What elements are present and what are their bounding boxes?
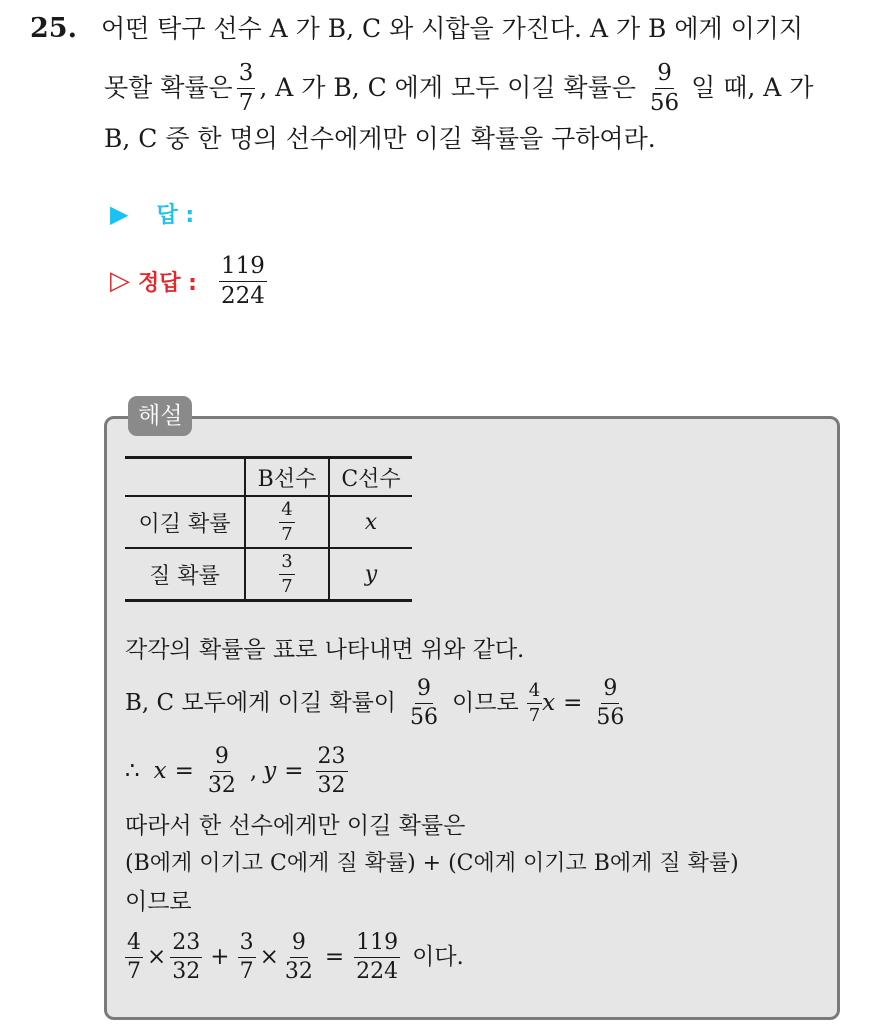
fraction	[238, 929, 256, 984]
fraction	[206, 743, 238, 798]
explanation-line-6: 이므로	[125, 889, 192, 915]
comma: ,	[249, 758, 258, 784]
explanation-text: B, C 모두에게 이길 확률이	[125, 690, 397, 716]
question-text-1: 어떤 탁구 선수 A 가 B, C 와 시합을 가진다. A 가 B 에게 이기지	[100, 14, 804, 43]
explanation-line-2	[125, 672, 630, 734]
answer-row[interactable]	[110, 198, 194, 229]
fraction	[408, 675, 440, 730]
frac-num: 3	[279, 553, 294, 575]
explanation-line-7	[125, 924, 464, 990]
explanation-text: 이므로	[452, 690, 519, 716]
question-text-2b: , A 가 B, C 에게 모두 이길 확률은	[259, 73, 636, 102]
math-var: y	[263, 758, 277, 784]
explanation-tag: 해설	[128, 396, 192, 436]
table-header-empty	[125, 458, 245, 497]
equals-sign: =	[324, 944, 345, 970]
times-sign: ×	[259, 944, 279, 970]
table-header-c: C선수	[341, 466, 401, 492]
frac-num: 23	[170, 932, 202, 958]
question-text-3: B, C 중 한 명의 선수에게만 이길 확률을 구하여라.	[104, 124, 656, 153]
frac-den: 32	[284, 958, 313, 984]
frac-den: 32	[207, 772, 236, 798]
frac-num: 4	[527, 682, 542, 704]
frac-num: 119	[219, 255, 267, 282]
frac-num: 4	[279, 501, 294, 523]
frac-num: 3	[238, 932, 256, 958]
fraction	[170, 929, 202, 984]
question-text-2a: 못할 확률은	[104, 73, 233, 102]
table-cell-b	[245, 548, 329, 601]
math-var: x	[153, 758, 167, 784]
question-line-3	[104, 122, 656, 156]
play-triangle-icon: ▶	[110, 199, 129, 228]
probability-table-wrap	[125, 456, 412, 602]
frac-den: 7	[281, 523, 293, 545]
frac-num: 119	[354, 932, 400, 958]
frac-num: 9	[601, 678, 619, 704]
outline-triangle-icon: ▷	[110, 266, 130, 296]
table-row-label: 이길 확률	[125, 496, 245, 548]
question-text-2c: 일 때, A 가	[691, 73, 814, 102]
frac-den: 56	[410, 704, 439, 730]
frac-den: 7	[238, 89, 254, 116]
frac-den: 56	[596, 704, 625, 730]
equals-sign: =	[174, 758, 194, 784]
frac-den: 32	[317, 772, 346, 798]
equals-sign: =	[284, 758, 304, 784]
table-row	[125, 496, 412, 548]
times-sign: ×	[147, 944, 167, 970]
fraction	[316, 743, 348, 798]
question-line-1	[30, 12, 803, 46]
table-cell-b	[245, 496, 329, 548]
frac-num: 9	[655, 62, 674, 89]
explanation-line-3	[125, 740, 352, 802]
frac-num: 9	[415, 678, 433, 704]
table-header-b: B선수	[245, 458, 329, 497]
frac-num: 9	[213, 746, 231, 772]
table-cell-c: x	[364, 509, 378, 535]
table-cell-c: y	[364, 561, 378, 587]
fraction	[279, 550, 294, 597]
table-row-label: 질 확률	[125, 548, 245, 601]
fraction	[354, 929, 400, 984]
frac-num: 9	[290, 932, 308, 958]
frac-num: 4	[125, 932, 143, 958]
question-line-2	[104, 58, 813, 118]
frac-den: 224	[356, 958, 399, 984]
fraction-3-7	[237, 59, 256, 116]
plus-sign: +	[210, 944, 230, 970]
frac-den: 7	[127, 958, 141, 984]
explanation-text: 이다.	[412, 944, 464, 970]
frac-den: 7	[528, 704, 541, 726]
therefore-symbol: ∴	[125, 758, 140, 784]
fraction	[279, 498, 294, 545]
table-row	[125, 548, 412, 601]
frac-num: 23	[316, 746, 348, 772]
fraction-9-56	[648, 59, 681, 116]
correct-answer-row	[110, 250, 271, 312]
explanation-line-1: 각각의 확률을 표로 나타내면 위와 같다.	[125, 637, 525, 663]
correct-answer-label: 정답 :	[138, 270, 197, 296]
fraction	[527, 679, 542, 726]
correct-answer-fraction	[219, 252, 267, 309]
probability-table	[125, 456, 412, 602]
frac-num: 3	[237, 62, 256, 89]
frac-den: 224	[220, 282, 265, 309]
math-var: x	[542, 690, 556, 716]
question-number: 25.	[30, 13, 77, 44]
frac-den: 32	[172, 958, 201, 984]
equals-sign: =	[563, 690, 583, 716]
fraction	[594, 675, 626, 730]
fraction	[125, 929, 143, 984]
frac-den: 7	[239, 958, 254, 984]
explanation-line-4: 따라서 한 선수에게만 이길 확률은	[125, 813, 466, 839]
fraction	[283, 929, 315, 984]
answer-label: 답 :	[156, 203, 195, 228]
frac-den: 56	[649, 89, 680, 116]
table-header-row	[125, 458, 412, 497]
frac-den: 7	[281, 575, 293, 597]
explanation-line-5: (B에게 이기고 C에게 질 확률) + (C에게 이기고 B에게 질 확률)	[125, 851, 739, 876]
